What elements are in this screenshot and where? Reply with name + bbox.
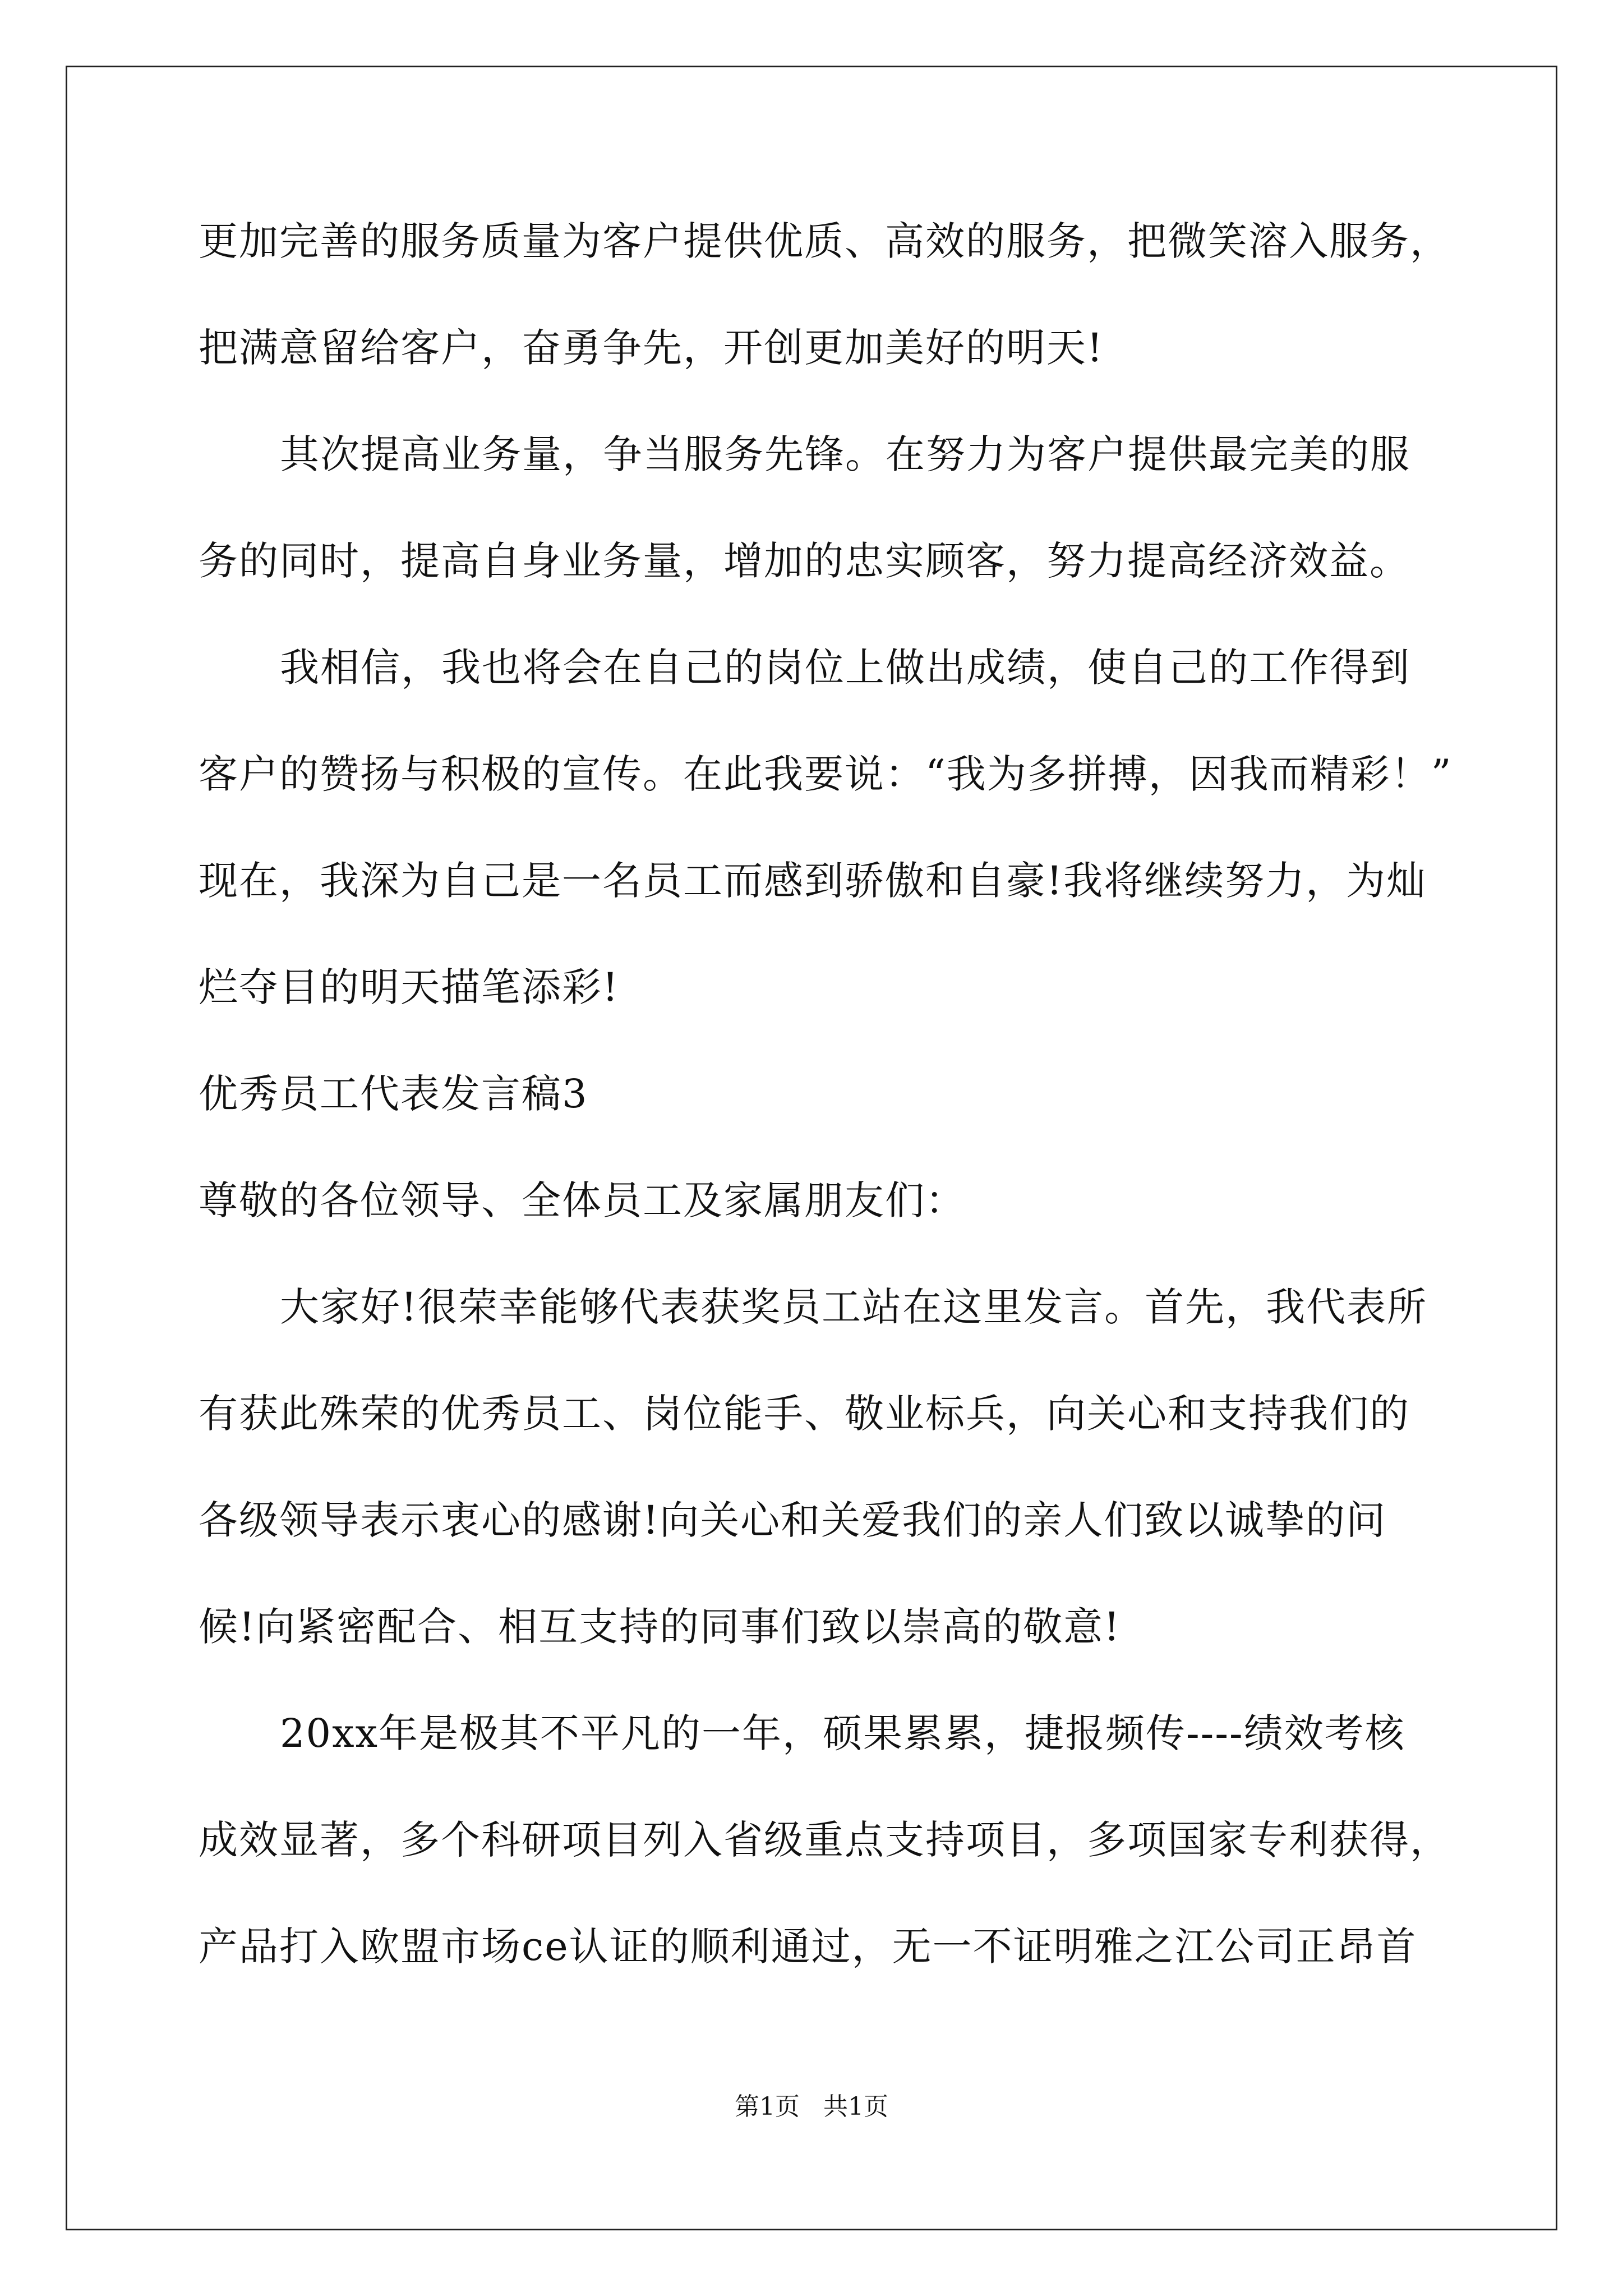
- text-line: 客户的赞扬与积极的宣传。在此我要说：“我为多拼搏，因我而精彩！”: [199, 751, 1453, 797]
- text-line: 烂夺目的明天描笔添彩!: [199, 964, 620, 1010]
- text-line: 20xx年是极其不平凡的一年，硕果累累，捷报频传----绩效考核: [280, 1710, 1405, 1756]
- text-line: 更加完善的服务质量为客户提供优质、高效的服务，把微笑溶入服务，: [199, 218, 1450, 264]
- text-line: 候!向紧密配合、相互支持的同事们致以崇高的敬意!: [199, 1604, 1121, 1650]
- text-line: 其次提高业务量，争当服务先锋。在努力为客户提供最完美的服: [280, 431, 1410, 477]
- section-heading: 优秀员工代表发言稿3: [199, 1071, 588, 1117]
- text-line: 成效显著，多个科研项目列入省级重点支持项目，多项国家专利获得，: [199, 1817, 1450, 1863]
- text-line: 现在，我深为自己是一名员工而感到骄傲和自豪!我将继续努力，为灿: [199, 858, 1427, 904]
- text-line: 我相信，我也将会在自己的岗位上做出成绩，使自己的工作得到: [280, 645, 1410, 691]
- page-border: [66, 66, 1557, 2230]
- text-line: 产品打入欧盟市场ce认证的顺利通过，无一不证明雅之江公司正昂首: [199, 1924, 1417, 1970]
- text-line: 把满意留给客户，奋勇争先，开创更加美好的明天!: [199, 325, 1104, 371]
- salutation: 尊敬的各位领导、全体员工及家属朋友们：: [199, 1177, 966, 1223]
- text-line: 务的同时，提高自身业务量，增加的忠实顾客，努力提高经济效益。: [199, 538, 1410, 584]
- text-line: 大家好!很荣幸能够代表获奖员工站在这里发言。首先，我代表所: [280, 1284, 1428, 1330]
- page-footer: 第1页 共1页: [735, 2092, 888, 2121]
- text-line: 有获此殊荣的优秀员工、岗位能手、敬业标兵，向关心和支持我们的: [199, 1391, 1410, 1437]
- text-line: 各级领导表示衷心的感谢!向关心和关爱我们的亲人们致以诚挚的问: [199, 1497, 1387, 1543]
